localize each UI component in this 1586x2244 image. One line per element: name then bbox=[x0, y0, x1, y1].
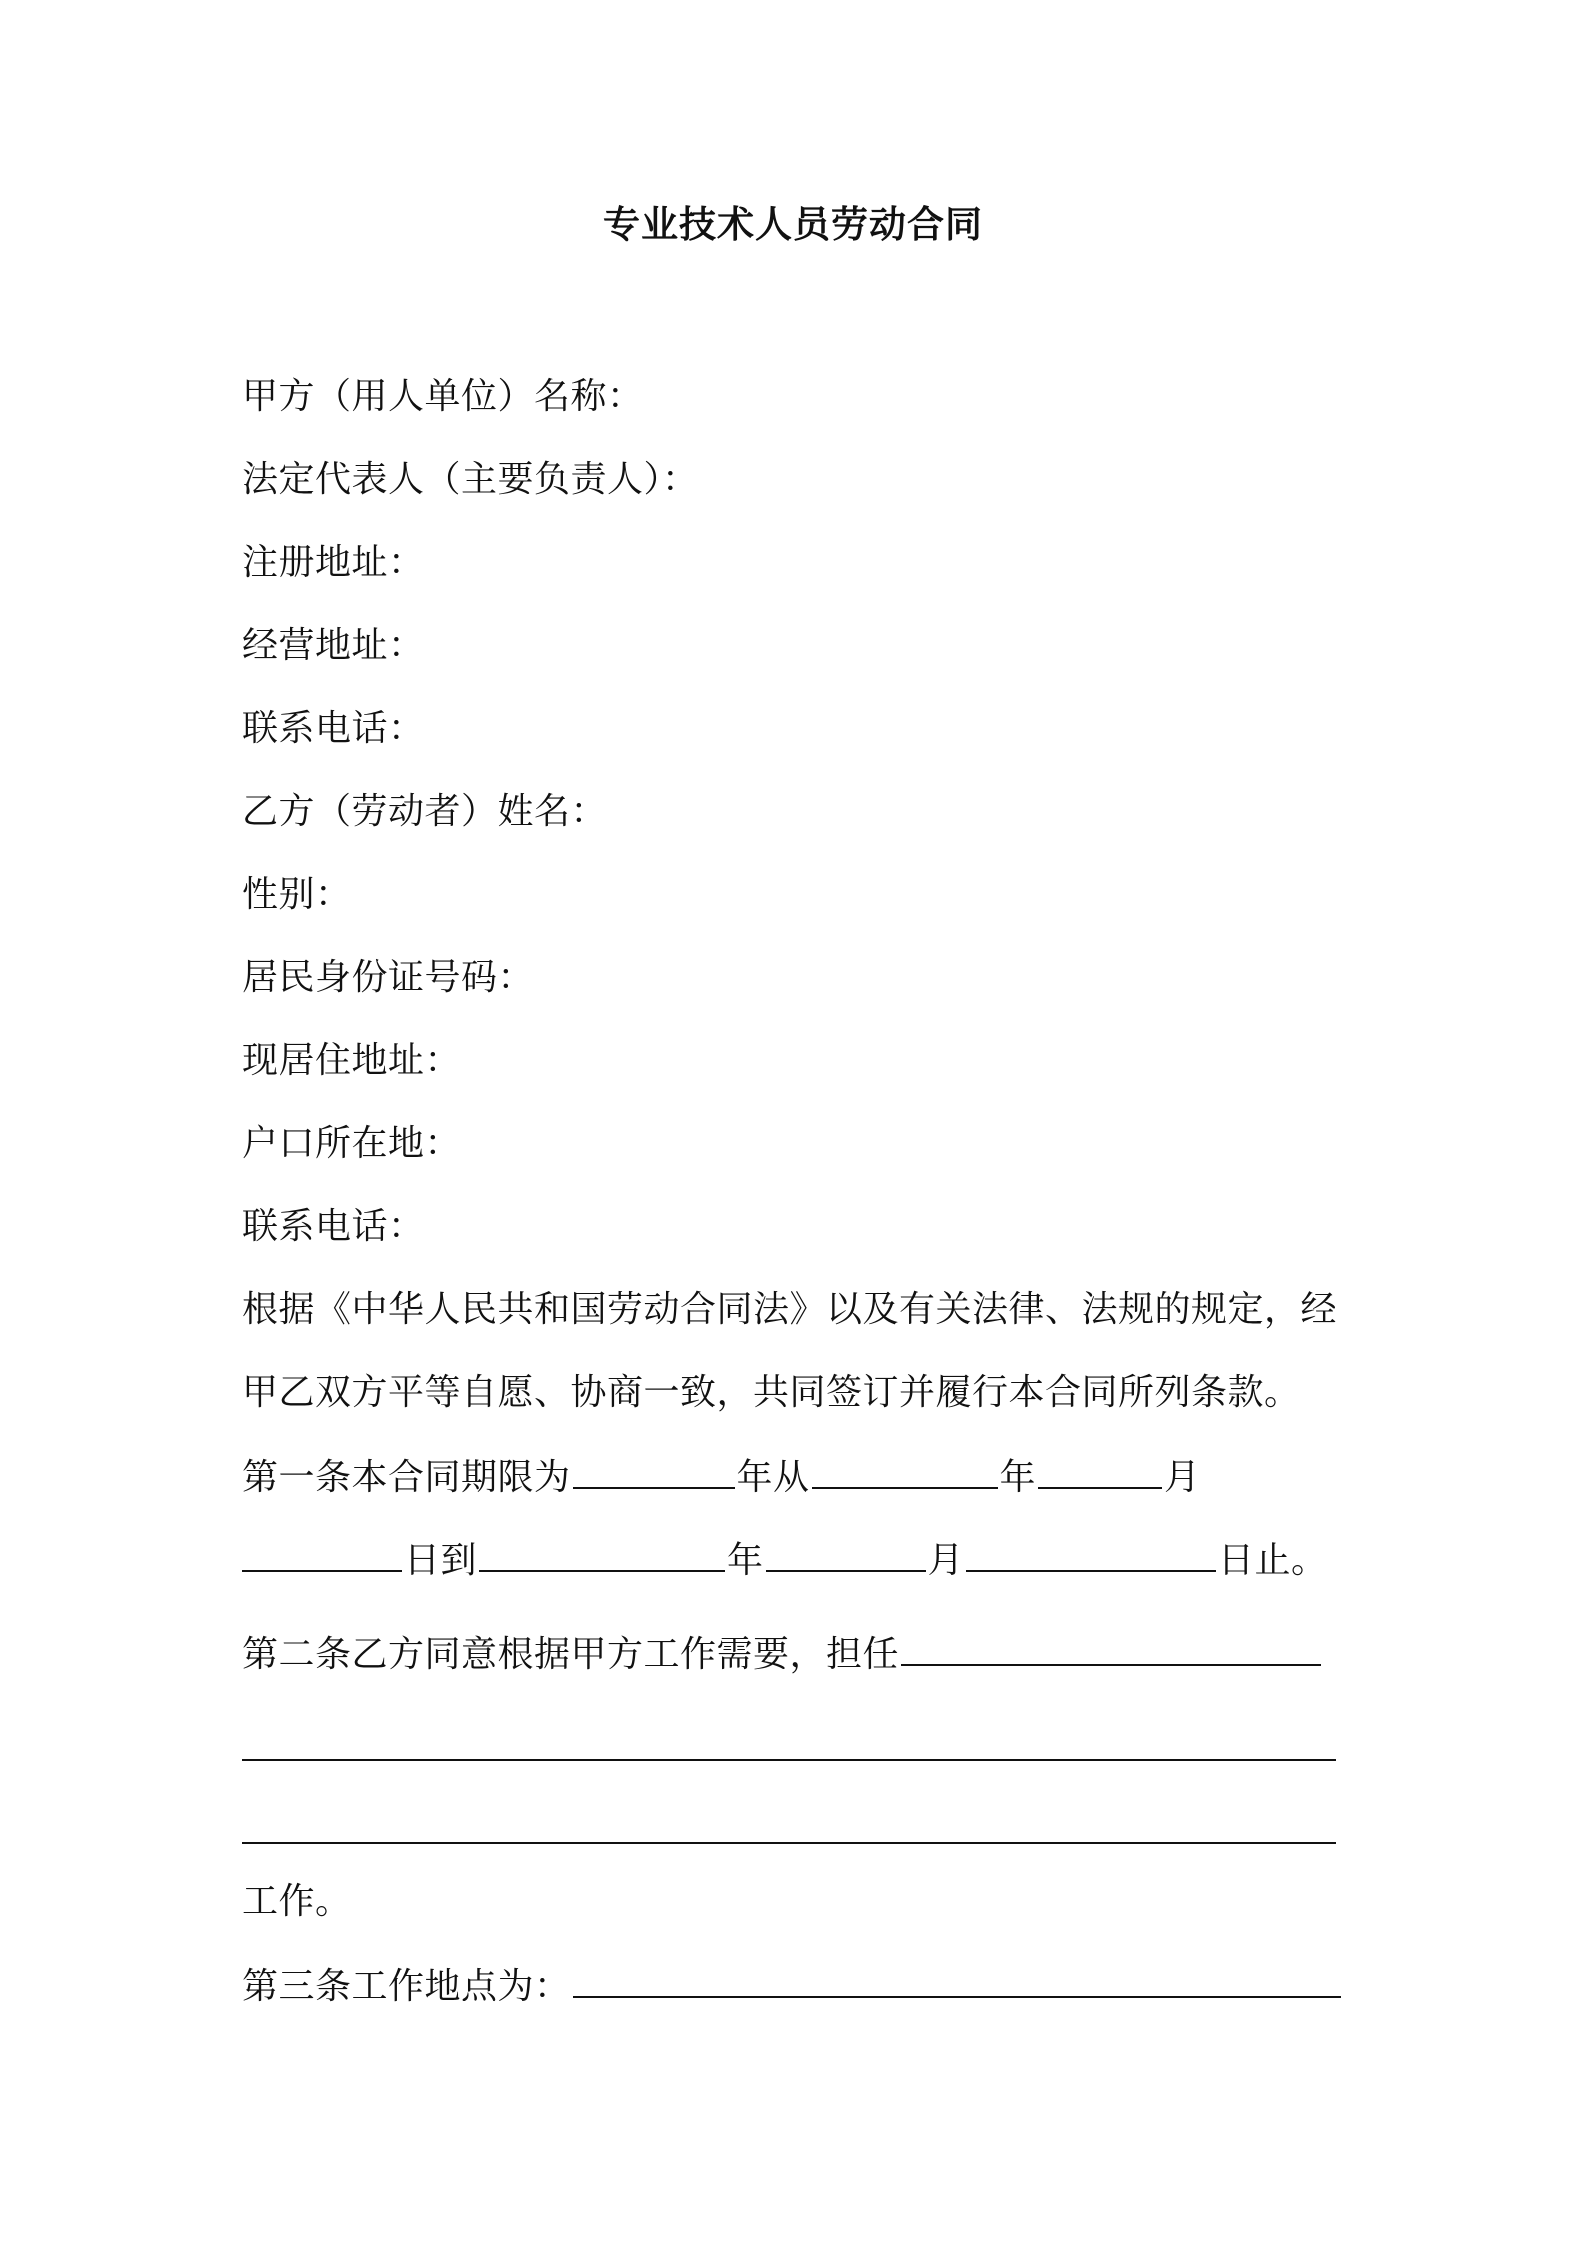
party-a-reg-address-label: 注册地址： bbox=[242, 542, 425, 583]
position-blank-1[interactable] bbox=[901, 1628, 1321, 1666]
end-year-blank[interactable] bbox=[479, 1534, 725, 1572]
start-month-blank[interactable] bbox=[1038, 1451, 1162, 1489]
start-year-blank[interactable] bbox=[812, 1451, 998, 1489]
end-day-blank[interactable] bbox=[966, 1534, 1216, 1572]
party-a-name-label: 甲方（用人单位）名称： bbox=[242, 376, 644, 417]
preamble-line-1: 根据《中华人民共和国劳动合同法》以及有关法律、法规的规定，经 bbox=[242, 1289, 1338, 1330]
article-1-year-2: 年 bbox=[727, 1540, 764, 1581]
article-1-day-to: 日到 bbox=[404, 1540, 478, 1581]
article-1-month: 月 bbox=[1164, 1457, 1201, 1498]
position-blank-2[interactable] bbox=[242, 1757, 1336, 1761]
article-1-line-2 bbox=[242, 1534, 1328, 1586]
article-3-line bbox=[242, 1960, 1343, 2012]
preamble-line-2: 甲乙双方平等自愿、协商一致，共同签订并履行本合同所列条款。 bbox=[242, 1372, 1301, 1413]
term-years-blank[interactable] bbox=[573, 1451, 735, 1489]
party-b-name-label: 乙方（劳动者）姓名： bbox=[242, 791, 608, 832]
party-b-hukou-label: 户口所在地： bbox=[242, 1123, 462, 1164]
end-month-blank[interactable] bbox=[766, 1534, 926, 1572]
article-3-prefix: 第三条工作地点为： bbox=[242, 1966, 571, 2007]
article-1-year: 年 bbox=[999, 1457, 1037, 1498]
article-1-line-1 bbox=[242, 1451, 1201, 1503]
document-title: 专业技术人员劳动合同 bbox=[603, 203, 983, 246]
party-b-gender-label: 性别： bbox=[242, 874, 352, 915]
article-1-day-end: 日止。 bbox=[1218, 1540, 1328, 1581]
start-day-blank[interactable] bbox=[242, 1534, 402, 1572]
article-1-month-2: 月 bbox=[927, 1540, 965, 1581]
party-b-id-label: 居民身份证号码： bbox=[242, 957, 535, 998]
position-blank-3[interactable] bbox=[242, 1840, 1336, 1844]
article-2-prefix: 第二条乙方同意根据甲方工作需要，担任 bbox=[242, 1634, 900, 1675]
party-a-phone-label: 联系电话： bbox=[242, 708, 425, 749]
article-1-prefix: 第一条本合同期限为 bbox=[242, 1457, 571, 1498]
party-a-op-address-label: 经营地址： bbox=[242, 625, 425, 666]
party-b-address-label: 现居住地址： bbox=[242, 1040, 462, 1081]
article-1-year-from: 年从 bbox=[736, 1457, 810, 1498]
article-2-suffix: 工作。 bbox=[242, 1881, 352, 1922]
article-2-line-1 bbox=[242, 1628, 1323, 1680]
party-a-legal-rep-label: 法定代表人（主要负责人）： bbox=[242, 459, 699, 500]
party-b-phone-label: 联系电话： bbox=[242, 1206, 425, 1247]
work-location-blank[interactable] bbox=[573, 1960, 1341, 1998]
